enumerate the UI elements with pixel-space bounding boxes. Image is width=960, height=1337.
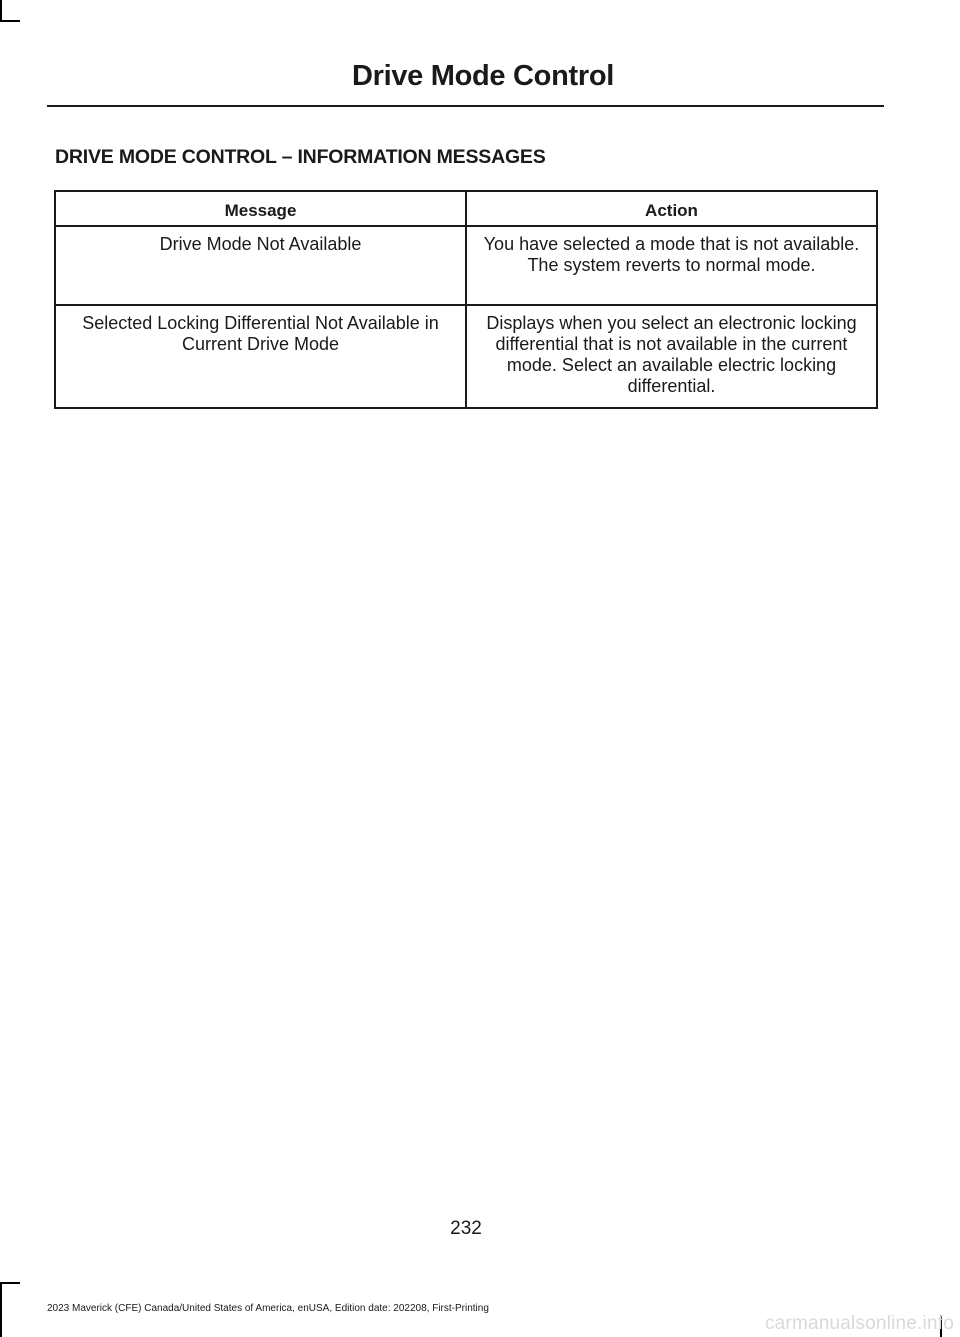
table-row (55, 226, 877, 305)
action-cell: Displays when you select an electronic locking differential that is not available in the current mode. Select an available electric locking differential. (466, 305, 877, 408)
column-header-message: Message (55, 191, 466, 226)
crop-mark-top-left-horizontal (0, 20, 20, 22)
column-header-action: Action (466, 191, 877, 226)
title-divider (47, 105, 884, 107)
message-cell: Drive Mode Not Available (55, 226, 466, 305)
information-messages-table (54, 190, 878, 409)
page-title: Drive Mode Control (351, 60, 614, 92)
page-number: 232 (450, 1218, 482, 1239)
table-row (55, 305, 877, 408)
section-heading: DRIVE MODE CONTROL – INFORMATION MESSAGES (55, 146, 546, 168)
watermark: carmanualsonline.info (764, 1313, 954, 1334)
crop-mark-bottom-left-vertical (0, 1282, 2, 1337)
crop-mark-bottom-left-horizontal (0, 1282, 20, 1284)
edition-note: 2023 Maverick (CFE) Canada/United States of America, enUSA, Edition date: 202208, First-Printing (47, 1303, 489, 1314)
message-cell: Selected Locking Differential Not Available in Current Drive Mode (55, 305, 466, 408)
crop-mark-top-left-vertical (0, 0, 2, 20)
action-cell: You have selected a mode that is not available. The system reverts to normal mode. (466, 226, 877, 305)
table-header-row (55, 191, 877, 226)
